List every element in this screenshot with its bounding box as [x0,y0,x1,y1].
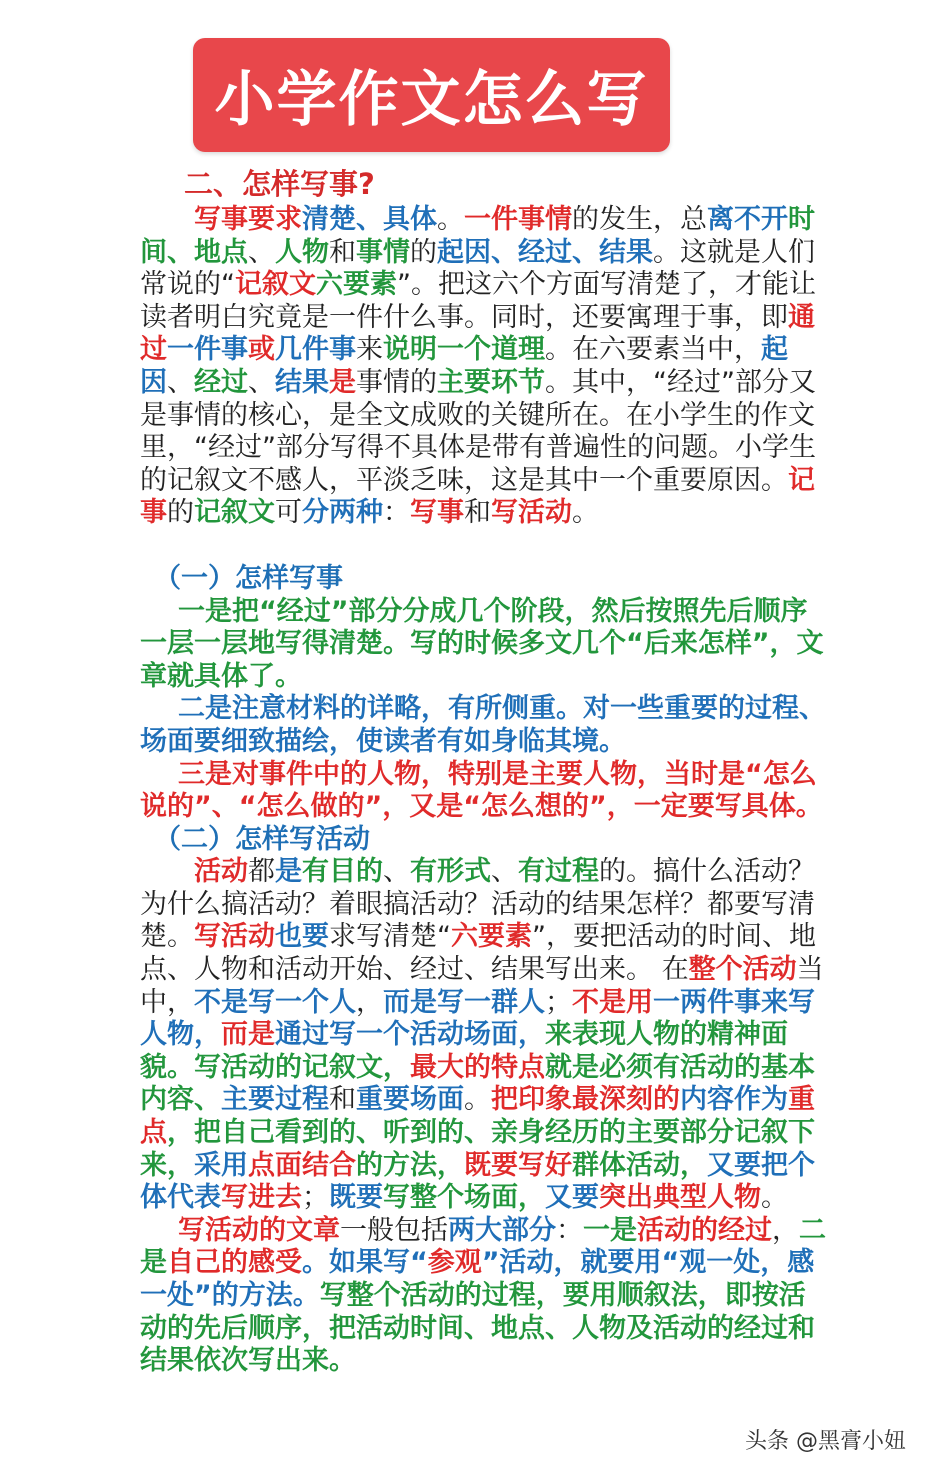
text-run: 不是写一个人 [194,986,356,1018]
text-run: 点面结合 [248,1149,356,1181]
text-run: 主要过程 [221,1084,329,1116]
text-run: 结果 [275,366,329,398]
text-run: 。写活动的记叙文， [167,1051,410,1083]
text-run: 几件事 [275,334,356,366]
text-run: 通过写一个活动场面， [275,1019,545,1051]
text-run: 。如果写“ [302,1247,428,1279]
text-run: 离不开 [707,204,788,235]
text-run: ”。把这六个方面写清楚了，才能让读者明白究竟是一件什么事。同时，还要寓理于事，即 [140,269,816,333]
text-run: 的发生，总 [572,204,707,235]
text-run: 当中， [140,954,824,1018]
text-run: 记叙文 [235,269,316,301]
text-run: 的。搞什么活动？为什么搞活动？着眼搞活动？活动的结果怎样？都要写清楚。 [140,856,815,953]
text-run: 不是用 [572,986,653,1018]
text-run: 活动的经过 [637,1214,772,1246]
text-run: 和 [464,497,491,529]
text-run: 整个活动 [688,954,797,986]
text-run: 也要 [275,921,329,953]
text-run: 的方法， [356,1149,464,1181]
text-run: 起因、经过、结果 [437,236,653,268]
text-run: 的 [410,236,437,268]
text-run: 六要素 [316,269,397,301]
text-run: ， [772,1214,799,1246]
text-run: 是 [275,856,302,888]
text-run: 写事 [410,497,464,529]
text-run: 一件事情 [464,204,572,235]
text-run: 、 [248,366,275,398]
subsection-heading-2: （二）怎样写活动 [154,823,370,855]
text-run: 写进去 [221,1182,302,1214]
text-run: 记事 [140,464,815,529]
sub1-point-2: 二是注意材料的详略，有所侧重。对一些重要的过程、场面要细致描绘，使读者有如身临其境。 [140,693,826,757]
text-run: 说明一个道理 [383,334,545,366]
text-run: 写活动 [491,497,572,529]
text-run: 写整个场面， [383,1182,545,1214]
text-run: 重点 [140,1084,815,1149]
text-run: 有过程 [518,856,599,888]
text-run: ”活动，就要用“观一处，感一处”的方法。 [140,1247,815,1311]
text-run: 。在六要素当中， [545,334,761,366]
text-run: 起因 [140,334,788,398]
text-run: 。这就是人们常说的“ [140,236,815,301]
text-run: 和 [329,236,356,268]
text-run: 写事要求 [194,204,302,235]
text-run: 一般包括 [340,1214,448,1246]
text-run: 来表现人物的精神面貌 [140,1019,788,1083]
text-run: 和 [329,1084,356,1116]
subsection-heading-1: （一）怎样写事 [154,562,343,594]
text-run: 记叙文 [194,497,275,529]
section-heading: 二、怎样写事? [184,167,375,201]
text-run: ： [556,1214,583,1246]
sub2-paragraph-1 [140,856,830,1215]
text-run: 分两种 [302,497,383,529]
text-run: 、 [167,366,194,398]
text-run: 。 [761,1182,788,1214]
text-run: 自己的感受 [167,1247,302,1279]
text-run: 。 [464,1084,491,1116]
text-run: 。 [437,204,464,235]
text-run: 通过 [140,301,815,366]
text-run: 既要写 [464,1149,545,1181]
text-run: 群体活动， [572,1149,707,1181]
text-run: 清楚、具体 [302,204,437,235]
text-run: 写活动的文章 [178,1214,340,1246]
text-run: 又要把个体代表 [140,1149,815,1214]
text-run: 经过 [194,366,248,398]
text-run: 参观 [427,1247,482,1279]
text-run: ： [383,497,410,529]
text-run: 就是必须有活动的基本内容、 [140,1051,815,1116]
text-run: 一是 [583,1214,637,1246]
text-run: 写活动 [194,921,275,953]
text-run: 或 [248,334,275,366]
text-run: 两大部分 [448,1214,556,1246]
text-run: ， [356,986,383,1018]
text-run: 、 [491,856,518,888]
text-run: 都 [248,856,275,888]
spacer [140,530,830,563]
text-run: 、 [383,856,410,888]
text-run: 的 [167,497,194,529]
text-run: 、 [248,236,275,268]
text-run: 突出典型人物 [599,1182,761,1214]
text-run: 有目的 [302,856,383,888]
text-run: 内容作为 [680,1084,788,1116]
text-run: 事情的 [356,366,437,398]
text-run: 主要环节 [437,366,545,398]
title-banner [193,38,670,152]
text-run: 事情 [356,236,410,268]
text-run: 可 [275,497,302,529]
banner-title: 小学作文怎么写 [214,65,649,135]
text-run: 活动 [194,856,248,888]
text-run: 一两件事来写人物， [140,986,815,1051]
text-run: 既要 [329,1182,383,1214]
text-run: ； [302,1182,329,1214]
article-body [140,165,830,1378]
text-run: 把印象最深刻的 [491,1084,680,1116]
section-paragraph [140,204,830,530]
sub2-paragraph-2 [140,1215,830,1378]
text-run: 好 [545,1149,572,1181]
text-run: 。 [572,497,599,529]
text-run: 有形式 [410,856,491,888]
text-run: ； [545,986,572,1018]
text-run: 而是写一群人 [383,986,545,1018]
text-run: 又要 [545,1182,599,1214]
text-run: 来 [356,334,383,366]
text-run: 。其中，“经过”部分又是事情的核心，是全文成败的关键所在。在小学生的作文里，“经过”部分写得不具体是带有普遍性的问题。小学生的记叙文不感人，平淡乏味，这是其中一个重要原因。 [140,366,816,496]
text-run: 时间、地点 [140,204,815,268]
text-run: ，把自己看到的、听到的、亲身经历的主要部分记叙下来， [140,1117,815,1181]
text-run: 而是 [221,1019,275,1051]
text-run: 采用 [194,1149,248,1181]
sub1-point-3: 三是对事件中的人物，特别是主要人物，当时是“怎么说的”、“怎么做的”，又是“怎么想的”，一定要写具体。 [140,758,823,823]
sub1-point-1: 一是把“经过”部分分成几个阶段，然后按照先后顺序一层一层地写得清楚。写的时候多文几个“后来怎样”，文章就具体了。 [140,595,824,692]
watermark: 头条 @黑膏小妞 [745,1429,906,1454]
text-run: 求写清楚“ [329,921,451,953]
text-run: 是 [329,366,356,398]
text-run: 重要场面 [356,1084,464,1116]
text-run: ”，要把活动的时间、地点、人物和活动开始、经过、结果写出来。 在 [140,921,816,986]
text-run: 六要素 [451,921,532,953]
text-run: 一件事 [167,334,248,366]
text-run: 二是 [140,1214,826,1279]
text-run: 最大的特点 [410,1051,545,1083]
text-run: 写整个活动的过程，要用顺叙法，即按活动的先后顺序，把活动时间、地点、人物及活动的经过和结果依次写出来。 [140,1280,815,1377]
text-run: 人物 [275,236,329,268]
